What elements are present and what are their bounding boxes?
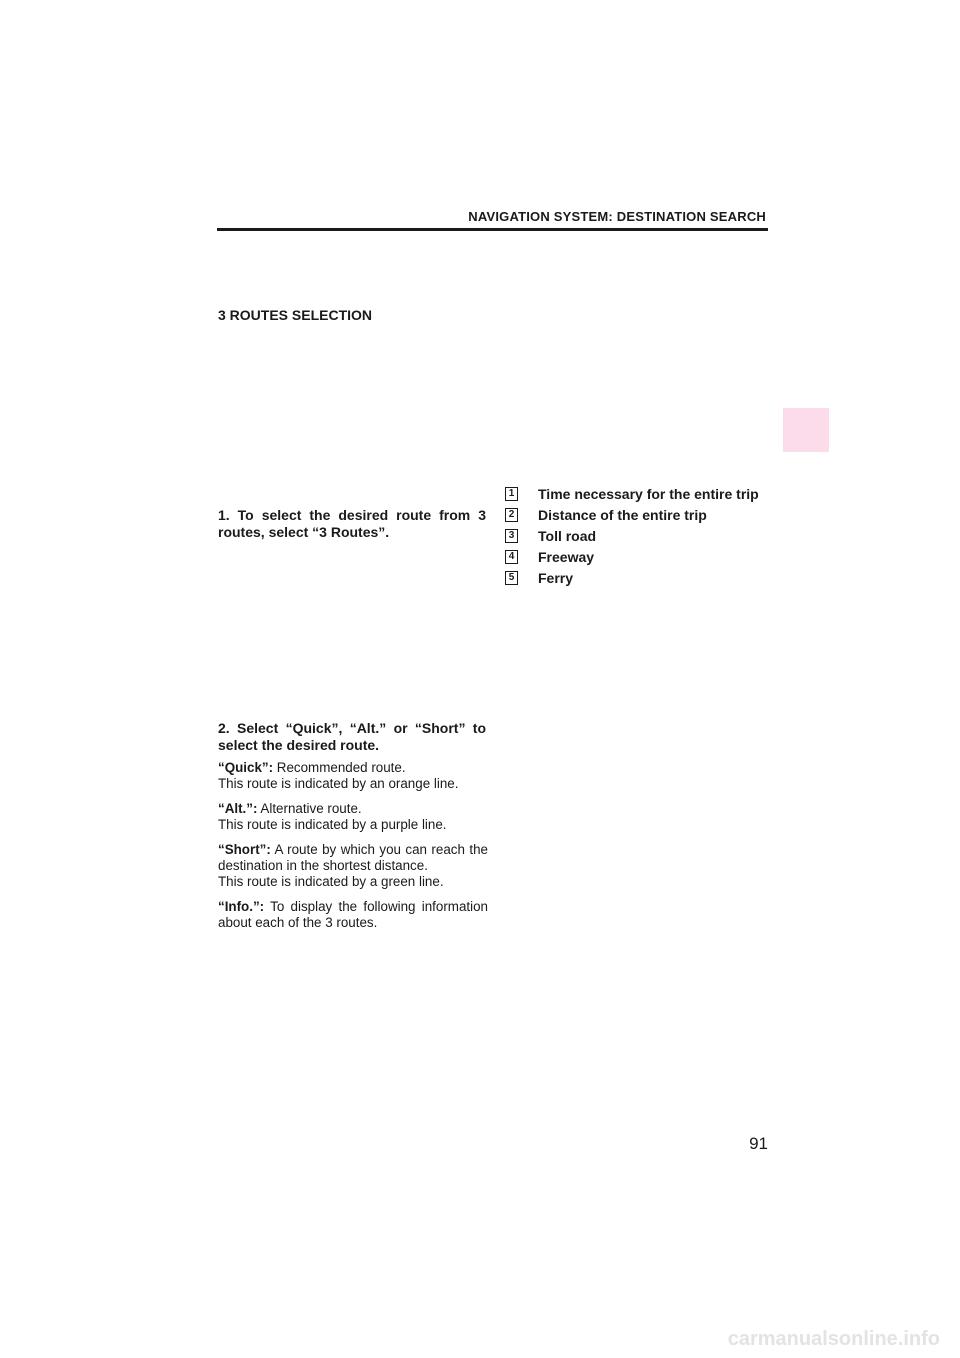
- route-definitions: [218, 760, 488, 940]
- definition-desc: Recommended route.: [276, 760, 406, 775]
- definition-note: This route is indicated by a green line.: [218, 874, 444, 889]
- definition-term: “Short”:: [218, 842, 271, 857]
- route-info-legend: [505, 484, 775, 588]
- legend-item: [505, 567, 775, 588]
- definition-term: “Info.”:: [218, 899, 265, 914]
- legend-label: Toll road: [538, 527, 597, 544]
- step-1-instruction: 1. To select the desired route from 3 routes, select “3 Routes”.: [218, 507, 486, 540]
- header-rule: [217, 228, 768, 231]
- legend-number-box: 4: [505, 550, 518, 564]
- section-title: 3 ROUTES SELECTION: [218, 307, 373, 323]
- legend-number-box: 5: [505, 571, 518, 585]
- legend-label: Time necessary for the entire trip: [538, 486, 759, 503]
- chapter-side-tab: [783, 408, 829, 452]
- definition-desc: To display the following information about each of the 3 routes.: [218, 899, 488, 930]
- definition-note: This route is indicated by a purple line.: [218, 817, 447, 832]
- definition-term: “Alt.”:: [218, 801, 258, 816]
- definition-desc: Alternative route.: [260, 801, 362, 816]
- definition-desc: A route by which you can reach the destination in the shortest distance.: [218, 842, 488, 873]
- legend-item: [505, 526, 775, 547]
- definition-quick: [218, 760, 488, 792]
- legend-label: Ferry: [538, 569, 574, 586]
- legend-item: [505, 546, 775, 567]
- definition-alt: [218, 801, 488, 833]
- definition-info: [218, 899, 488, 931]
- page-header-title: NAVIGATION SYSTEM: DESTINATION SEARCH: [468, 209, 766, 224]
- legend-number-box: 1: [505, 487, 518, 501]
- legend-label: Freeway: [538, 548, 595, 565]
- site-watermark: carmanualsonline.info: [727, 1328, 940, 1350]
- legend-item: [505, 505, 775, 526]
- legend-item: [505, 484, 775, 505]
- legend-number-box: 2: [505, 508, 518, 522]
- legend-label: Distance of the entire trip: [538, 507, 707, 524]
- page-number: 91: [749, 1134, 768, 1153]
- definition-note: This route is indicated by an orange line.: [218, 776, 459, 791]
- definition-term: “Quick”:: [218, 760, 274, 775]
- step-2-instruction: 2. Select “Quick”, “Alt.” or “Short” to select the desired route.: [218, 720, 486, 753]
- definition-short: [218, 842, 488, 890]
- legend-number-box: 3: [505, 529, 518, 543]
